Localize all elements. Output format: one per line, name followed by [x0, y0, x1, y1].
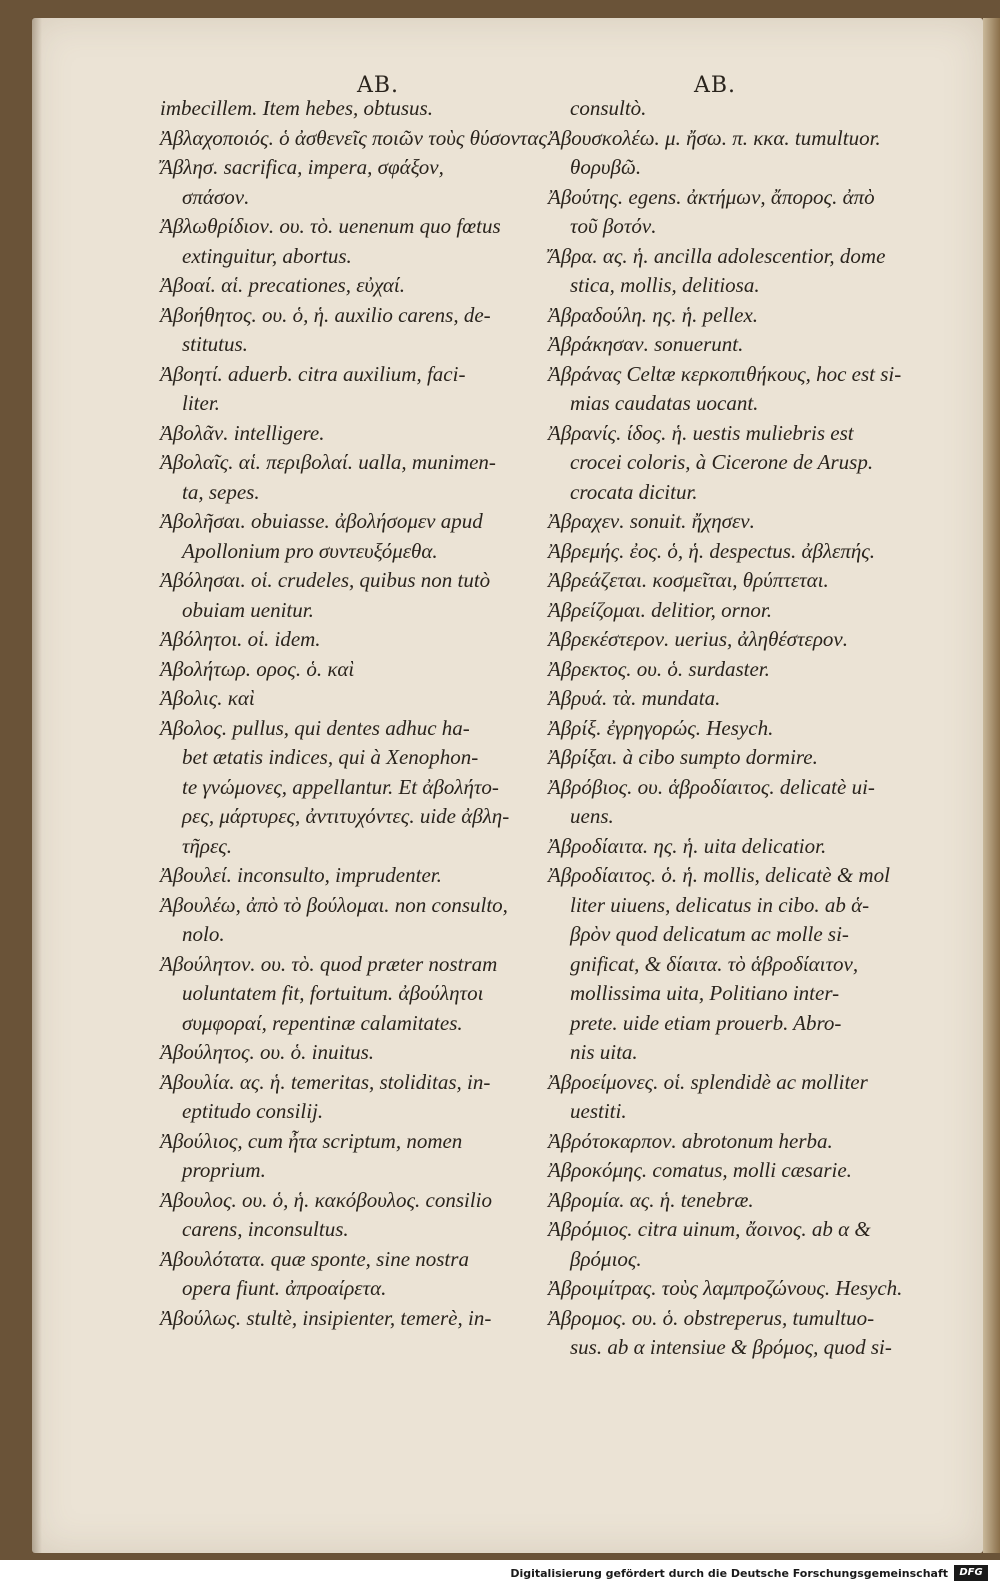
right-column-line: Ἀβρίξαι. à cibo sumpto dormire. — [548, 745, 818, 769]
right-column-line: sus. ab α intensiue & βρόμος, quod si- — [570, 1335, 892, 1359]
right-column-line: Ἀβροδίαιτος. ὁ. ἡ. mollis, delicatè & mol — [548, 863, 890, 887]
right-column-line: mollissima uita, Politiano inter- — [570, 981, 840, 1005]
right-column-line: Ἀβρόμιος. citra uinum, ἄοινος. ab α & — [548, 1217, 871, 1241]
left-column-line: Ἀβούλως. stultè, insipienter, temerè, in- — [160, 1305, 492, 1330]
right-column-line: Ἀβρείζομαι. delitior, ornor. — [548, 597, 772, 622]
right-column-line: Ἀβρυά. τὰ. mundata. — [548, 686, 721, 710]
left-column-line: te γνώμονες, appellantur. Et ἀβολήτο- — [182, 774, 499, 799]
left-column-line: Ἀβούλητος. ου. ὁ. inuitus. — [160, 1040, 375, 1064]
left-column-line: ρες, μάρτυρες, ἀντιτυχόντες. uide ἀβλη- — [182, 804, 510, 828]
left-column-line: σπάσον. — [182, 184, 250, 209]
left-column-line: Apollonium pro συντευξόμεθα. — [182, 538, 438, 563]
right-column-line: liter uiuens, delicatus in cibo. ab ἁ- — [570, 892, 870, 917]
right-column-line: Ἀβρόβιος. ου. ἁβροδίαιτος. delicatè ui- — [548, 774, 875, 799]
left-column-line: obuiam uenitur. — [182, 597, 314, 622]
header-left: AB. — [357, 73, 400, 98]
right-column-line: uestiti. — [570, 1099, 627, 1123]
left-column-line: uoluntatem fit, fortuitum. ἀβούλητοι — [182, 981, 484, 1005]
dfg-logo: DFG — [954, 1565, 988, 1581]
right-column-line: βρὸν quod delicatum ac molle si- — [570, 922, 849, 946]
footer-credit: Digitalisierung gefördert durch die Deutsche Forschungsgemeinschaft — [510, 1567, 948, 1580]
right-column-line: Ἀβούτης. egens. ἀκτήμων, ἄπορος. ἀπὸ — [548, 184, 875, 209]
right-column-line: Ἀβρότοκαρπον. abrotonum herba. — [548, 1128, 833, 1153]
right-column-line: crocata dicitur. — [570, 479, 698, 504]
right-column-line: gnificat, & δίαιτα. τὸ ἁβροδίαιτον, — [570, 951, 859, 976]
left-column-line: Ἀβολις. καὶ — [160, 686, 255, 710]
left-column-line: συμφοραί, repentinæ calamitates. — [182, 1010, 463, 1035]
left-column-line: Ἀβλωθρίδιον. ου. τὸ. uenenum quo fœtus — [160, 214, 501, 238]
left-column-line: Ἀβούλητον. ου. τὸ. quod præter nostram — [160, 951, 498, 976]
right-column-line: Ἀβράκησαν. sonuerunt. — [548, 332, 744, 356]
right-column-line: βρόμιος. — [570, 1246, 642, 1271]
right-column-line: θορυβῶ. — [570, 155, 642, 179]
right-column-line: Ἀβρανίς. ίδος. ἡ. uestis muliebris est — [548, 420, 854, 445]
left-column-line: Ἀβλαχοποιός. ὁ ἀσθενεῖς ποιῶν τοὺς θύσοντας. — [160, 125, 553, 150]
left-column-line: extinguitur, abortus. — [182, 243, 352, 268]
right-column-line: Ἀβρομος. ου. ὁ. obstreperus, tumultuo- — [548, 1305, 875, 1330]
right-column-line: Ἀβράνας Celtæ κερκοπιθήκους, hoc est si- — [548, 361, 902, 386]
left-column-line: bet ætatis indices, qui à Xenophon- — [182, 745, 479, 769]
right-column-line: Ἀβρεάζεται. κοσμεῖται, θρύπτεται. — [548, 568, 829, 592]
page-spine-shadow — [32, 18, 42, 1553]
left-column-line: Ἀβούλιος, cum ἦτα scriptum, nomen — [160, 1128, 463, 1153]
right-column-line: Ἀβραχεν. sonuit. ἤχησεν. — [548, 509, 755, 533]
right-column-line: crocei coloris, à Cicerone de Arusp. — [570, 450, 874, 474]
left-column-line: Ἄβλησ. sacrifica, impera, σφάξον, — [160, 155, 444, 179]
right-column-line: Ἀβροκόμης. comatus, molli cæsarie. — [548, 1158, 852, 1182]
right-column-line: Ἀβρομία. ας. ἡ. tenebræ. — [548, 1187, 754, 1212]
left-column — [160, 94, 560, 1333]
left-column-line: liter. — [182, 391, 220, 415]
right-column-line: Ἀβροιμίτρας. τοὺς λαμπροζώνους. Hesych. — [548, 1276, 903, 1300]
left-column-line: Ἀβουλεί. inconsulto, imprudenter. — [160, 863, 442, 887]
right-column-line: Ἀβροδίαιτα. ης. ἡ. uita delicatior. — [548, 833, 827, 858]
left-column-line: Ἀβοήθητος. ου. ὁ, ἡ. auxilio carens, de- — [160, 302, 491, 327]
right-column-line: Ἀβραδούλη. ης. ἡ. pellex. — [548, 302, 759, 327]
left-column-line: proprium. — [182, 1158, 266, 1182]
right-column — [548, 94, 953, 1363]
left-column-line: Ἀβουλος. ου. ὁ, ἡ. κακόβουλος. consilio — [160, 1187, 492, 1212]
left-column-line: τῆρες. — [182, 833, 233, 858]
left-column-line: Ἀβολῆσαι. obuiasse. ἀβολήσομεν apud — [160, 509, 483, 533]
left-column-line: stitutus. — [182, 332, 248, 356]
right-column-line: stica, mollis, delitiosa. — [570, 273, 760, 297]
left-column-line: Ἀβολήτωρ. ορος. ὁ. καὶ — [160, 656, 355, 681]
left-column-line: carens, inconsultus. — [182, 1217, 349, 1241]
left-column-line: Ἀβόλησαι. οἱ. crudeles, quibus non tutò — [160, 568, 491, 592]
left-column-line: Ἀβολᾶν. intelligere. — [160, 420, 325, 445]
left-column-line: Ἀβόλητοι. οἱ. idem. — [160, 627, 321, 651]
left-column-line: Ἀβολος. pullus, qui dentes adhuc ha- — [160, 715, 470, 740]
right-column-line: Ἀβρεκτος. ου. ὁ. surdaster. — [548, 656, 770, 681]
page-edge — [983, 18, 1000, 1553]
left-column-line: nolo. — [182, 922, 225, 946]
left-column-line: opera fiunt. ἀπροαίρετα. — [182, 1276, 387, 1300]
header-right: AB. — [694, 73, 737, 98]
right-column-line: mias caudatas uocant. — [570, 391, 759, 415]
right-column-line: nis uita. — [570, 1040, 638, 1064]
right-column-line: Ἀβρίξ. ἐγρηγορώς. Hesych. — [548, 715, 774, 740]
left-column-line: Ἀβουλέω, ἀπὸ τὸ βούλομαι. non consulto, — [160, 892, 508, 917]
right-column-line: τοῦ βοτόν. — [570, 214, 657, 238]
left-column-line: Ἀβοητί. aduerb. citra auxilium, faci- — [160, 361, 466, 386]
right-column-line: Ἀβουσκολέω. μ. ἤσω. π. κκα. tumultuor. — [548, 125, 881, 150]
left-column-line: Ἀβολαῖς. αἱ. περιβολαί. ualla, munimen- — [160, 450, 496, 474]
footer-bar — [0, 1560, 1000, 1592]
right-column-line: uens. — [570, 804, 614, 828]
left-column-line: eptitudo consilij. — [182, 1099, 324, 1123]
left-column-line: Ἀβουλία. ας. ἡ. temeritas, stoliditas, in- — [160, 1069, 491, 1094]
right-column-line: consultò. — [570, 96, 647, 120]
left-column-line: imbecillem. Item hebes, obtusus. — [160, 96, 433, 120]
left-column-line: Ἀβοαί. αἱ. precationes, εὐχαί. — [160, 273, 406, 297]
left-column-line: ta, sepes. — [182, 479, 260, 504]
left-column-line: Ἀβουλότατα. quæ sponte, sine nostra — [160, 1246, 469, 1271]
right-column-line: Ἀβρεκέστερον. uerius, ἀληθέστερον. — [548, 627, 848, 651]
right-column-line: Ἄβρα. ας. ἡ. ancilla adolescentior, dome — [548, 243, 886, 268]
right-column-line: Ἀβρεμής. ἐος. ὁ, ἡ. despectus. ἀβλεπής. — [548, 538, 876, 563]
right-column-line: prete. uide etiam prouerb. Abro- — [570, 1010, 842, 1035]
right-column-line: Ἀβροείμονες. οἱ. splendidè ac molliter — [548, 1069, 868, 1094]
